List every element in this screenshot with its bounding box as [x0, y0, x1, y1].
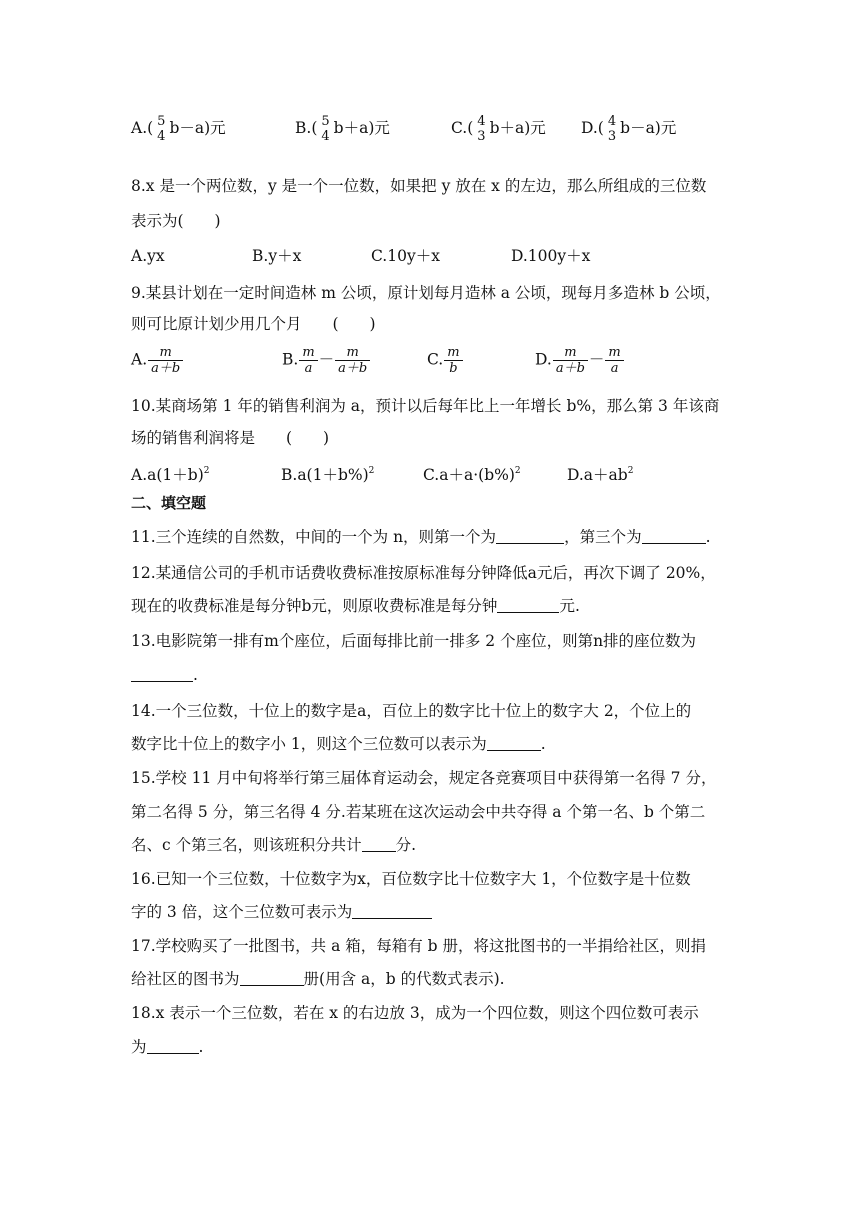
q12-text: 12.某通信公司的手机市话费收费标准按原标准每分钟降低a元后，再次下调了 20%，: [131, 564, 716, 582]
q17-text: 给社区的图书为 册(用含 a，b 的代数式表示).: [131, 970, 505, 988]
q16-text: 字的 3 倍，这个三位数可表示为: [131, 901, 432, 923]
fraction: $\frac{m}{b}$: [444, 345, 462, 376]
q16-text: 16.已知一个三位数，十位数字为x，百位数字比十位数字大 1，个位数字是十位数: [131, 870, 691, 888]
q8-option-a: A.yx: [131, 247, 165, 265]
answer-blank: [240, 969, 304, 986]
q8-option-c: C.10y＋x: [371, 247, 440, 265]
answer-blank: [496, 527, 564, 544]
q10-text: 场的销售利润将是 ( ): [131, 429, 330, 447]
q9-text: 9.某县计划在一定时间造林 m 公顷，原计划每月造林 a 公顷，现每月多造林 b 公顷，: [131, 284, 721, 302]
answer-blank: [147, 1037, 199, 1054]
q10-option-a: $A.a(1+b)^2$: [131, 466, 210, 484]
section-heading: 二、填空题: [131, 494, 207, 512]
answer-blank: [497, 596, 559, 613]
q9-text: 则可比原计划少用几个月 ( ): [131, 315, 376, 333]
q17-text: 17.学校购买了一批图书，共 a 箱，每箱有 b 册，将这批图书的一半捐给社区，则捐: [131, 937, 707, 955]
q8-option-d: D.100y＋x: [511, 247, 591, 265]
q14-text: 数字比十位上的数字小 1，则这个三位数可以表示为 .: [131, 735, 546, 753]
q9-option-d: D. $\frac{m}{a+b}$ － $\frac{m}{a}$: [535, 345, 625, 376]
fraction: $\frac{m}{a+b}$: [148, 345, 183, 376]
q10-option-b: $B.a(1+b\%)^2$: [281, 466, 375, 484]
q11-text: 11.三个连续的自然数，中间的一个为 n，则第一个为 ，第三个为 .: [131, 528, 711, 546]
answer-blank: [487, 734, 541, 751]
fraction: 5 4: [321, 114, 330, 144]
q7-option-c: C.( 4 3 b＋a)元: [451, 114, 546, 144]
q18-text: 18.x 表示一个三位数，若在 x 的右边放 3，成为一个四位数，则这个四位数可表示: [131, 1004, 699, 1022]
q14-text: 14.一个三位数，十位上的数字是a，百位上的数字比十位上的数字大 2，个位上的: [131, 702, 692, 720]
q7-option-a: A.( 5 4 b－a)元: [131, 114, 226, 144]
q18-text: 为 .: [131, 1038, 204, 1056]
fraction: $\frac{m}{a+b}$: [335, 345, 370, 376]
q12-text: 现在的收费标准是每分钟b元，则原收费标准是每分钟 元.: [131, 597, 580, 615]
answer-blank: [131, 665, 193, 682]
q10-text: 10.某商场第 1 年的销售利润为 a，预计以后每年比上一年增长 b%，那么第 3 年该商: [131, 397, 720, 415]
fraction: $\frac{m}{a+b}$: [553, 345, 588, 376]
fraction: $\frac{m}{a}$: [299, 345, 317, 376]
fraction: $\frac{m}{a}$: [605, 345, 623, 376]
q8-text: 8.x 是一个两位数，y 是一个一位数，如果把 y 放在 x 的左边，那么所组成的三位数: [131, 177, 707, 195]
q9-option-a: A. $\frac{m}{a+b}$: [131, 345, 184, 376]
q8-text: 表示为( ): [131, 212, 221, 230]
q9-option-c: C. $\frac{m}{b}$: [427, 345, 464, 376]
q8-option-b: B.y＋x: [252, 247, 302, 265]
fraction: 4 3: [477, 114, 486, 144]
fraction: 5 4: [157, 114, 166, 144]
q15-text: 第二名得 5 分，第三名得 4 分.若某班在这次运动会中共夺得 a 个第一名、b 个第二: [131, 803, 706, 821]
q7-option-b: B.( 5 4 b＋a)元: [295, 114, 390, 144]
fraction: 4 3: [607, 114, 617, 144]
q15-text: 15.学校 11 月中旬将举行第三届体育运动会，规定各竞赛项目中获得第一名得 7 分，: [131, 769, 717, 787]
q10-option-c: $C.a+a\cdot(b\%)^2$: [423, 466, 521, 484]
answer-blank: [362, 835, 396, 852]
q13-text: 13.电影院第一排有m个座位，后面每排比前一排多 2 个座位，则第n排的座位数为: [131, 632, 697, 650]
answer-blank: [642, 527, 706, 544]
q13-text: .: [131, 664, 198, 686]
q7-option-d: D.( 4 3 b－a)元: [581, 114, 677, 144]
q10-option-d: $D.a+ab^2$: [567, 466, 634, 484]
answer-blank: [352, 902, 432, 919]
q9-option-b: B. $\frac{m}{a}$ － $\frac{m}{a+b}$: [282, 345, 371, 376]
q15-text: 名、c 个第三名，则该班积分共计 分.: [131, 836, 417, 854]
